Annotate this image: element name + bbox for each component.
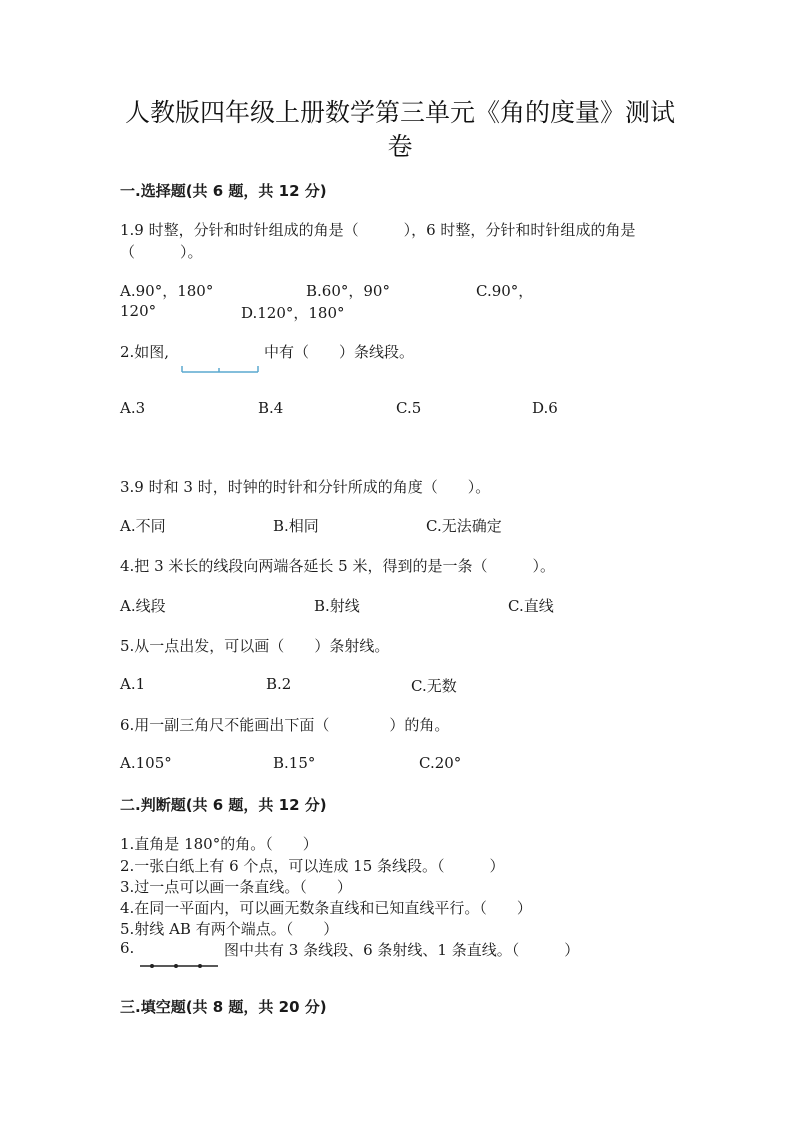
section-heading-judgement: 二.判断题(共 6 题，共 12 分) bbox=[120, 796, 327, 814]
question-5-option-b: B.2 bbox=[266, 675, 292, 693]
question-3-option-a: A.不同 bbox=[120, 517, 166, 535]
question-4-text: 4.把 3 米长的线段向两端各延长 5 米，得到的是一条（ ）。 bbox=[120, 557, 555, 575]
question-2-option-c: C.5 bbox=[396, 399, 422, 417]
question-6-text: 6.用一副三角尺不能画出下面（ ）的角。 bbox=[120, 716, 450, 734]
question-6-option-c: C.20° bbox=[419, 754, 462, 772]
question-3-option-c: C.无法确定 bbox=[426, 517, 502, 535]
question-6-option-a: A.105° bbox=[120, 754, 172, 772]
question-1-option-b: B.60°，90° bbox=[306, 282, 390, 300]
question-4-option-c: C.直线 bbox=[508, 597, 554, 615]
question-5-option-a: A.1 bbox=[120, 675, 146, 693]
question-1-text-continued: （ ）。 bbox=[120, 243, 203, 261]
question-3-text: 3.9 时和 3 时，时钟的时针和分针所成的角度（ ）。 bbox=[120, 478, 491, 496]
question-2-option-b: B.4 bbox=[258, 399, 284, 417]
page-title: 人教版四年级上册数学第三单元《角的度量》测试 bbox=[124, 98, 675, 127]
judgement-item-3: 3.过一点可以画一条直线。（ ） bbox=[120, 878, 352, 896]
question-6-option-b: B.15° bbox=[273, 754, 316, 772]
question-4-option-b: B.射线 bbox=[314, 597, 360, 615]
question-5-option-c: C.无数 bbox=[411, 677, 457, 695]
question-3-option-b: B.相同 bbox=[273, 517, 319, 535]
question-1-option-a: A.90°，180° bbox=[120, 282, 214, 300]
judgement-item-4: 4.在同一平面内，可以画无数条直线和已知直线平行。（ ） bbox=[120, 899, 532, 917]
figure-point-2 bbox=[174, 964, 178, 968]
question-2-option-a: A.3 bbox=[120, 399, 146, 417]
question-2-suffix: 中有（ ）条线段。 bbox=[264, 343, 415, 361]
judgement-item-6-prefix: 6. bbox=[120, 939, 135, 957]
judgement-item-2: 2.一张白纸上有 6 个点，可以连成 15 条线段。（ ） bbox=[120, 857, 505, 875]
section-heading-fill-in: 三.填空题(共 8 题，共 20 分) bbox=[120, 998, 327, 1016]
question-2-option-d: D.6 bbox=[532, 399, 558, 417]
section-heading-choice: 一.选择题(共 6 题，共 12 分) bbox=[120, 182, 327, 200]
judgement-item-1: 1.直角是 180°的角。（ ） bbox=[120, 835, 318, 853]
question-5-text: 5.从一点出发，可以画（ ）条射线。 bbox=[120, 637, 390, 655]
judgement-item-6-text: 图中共有 3 条线段、6 条射线、1 条直线。（ ） bbox=[224, 941, 580, 959]
question-1-text: 1.9 时整，分针和时针组成的角是（ ），6 时整，分针和时针组成的角是 bbox=[120, 221, 636, 239]
page-title-continued: 卷 bbox=[387, 132, 413, 161]
line-segments-figure bbox=[180, 362, 262, 376]
question-1-option-c-continued: 120° bbox=[120, 302, 157, 320]
question-4-option-a: A.线段 bbox=[120, 597, 166, 615]
points-on-line-figure bbox=[138, 960, 220, 972]
question-1-option-d: D.120°，180° bbox=[241, 304, 345, 322]
judgement-item-5: 5.射线 AB 有两个端点。（ ） bbox=[120, 920, 339, 938]
figure-point-3 bbox=[198, 964, 202, 968]
question-2-prefix: 2.如图, bbox=[120, 343, 170, 361]
figure-point-1 bbox=[150, 964, 154, 968]
question-1-option-c: C.90°， bbox=[476, 282, 534, 300]
